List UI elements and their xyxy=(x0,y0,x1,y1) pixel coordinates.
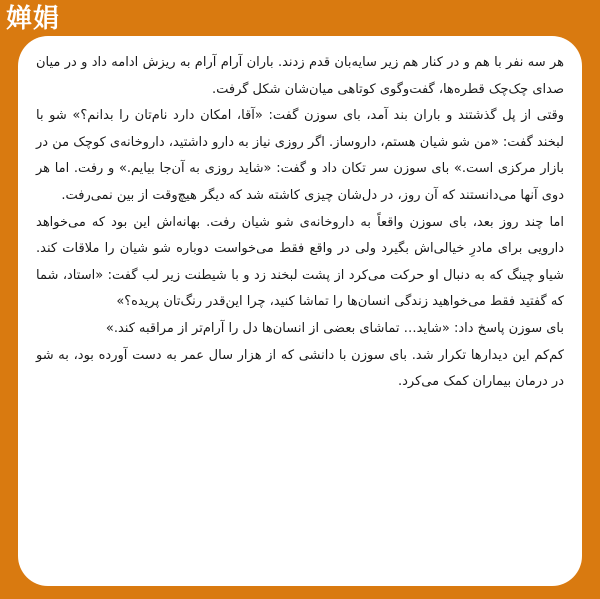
story-paragraph: بای سوزن پاسخ داد: «شاید… تماشای بعضی از انسان‌ها دل را آرام‌تر از مراقبه کند.» xyxy=(105,320,564,336)
site-logo: 婵娟 xyxy=(6,4,61,34)
story-card xyxy=(18,36,582,586)
story-paragraph: وقتی از پل گذشتند و باران بند آمد، بای سوزن گفت: «آقا، امکان دارد نام‌تان را بدانم؟» شو با لبخند گفت: «من شو شیان هستم، داروساز. اگر روزی نیاز به دارو داشتید، داروخانه‌ی کوچک من در بازار مرکزی است.» بای سوزن سر تکان داد و گفت: «شاید روزی به آن‌جا بیایم.» و رفت. اما هر دوی آنها می‌دانستند که آن روز، در دل‌شان چیزی کاشته شد که دیگر هیچ‌وقت از بین نمی‌رفت. xyxy=(36,108,564,203)
story-text xyxy=(36,50,564,396)
story-paragraph: اما چند روز بعد، بای سوزن واقعاً به داروخانه‌ی شو شیان رفت. بهانه‌اش این بود که می‌خواهد دارویی برای مادرِ خیالی‌اش بگیرد ولی در واقع فقط می‌خواست دوباره شو شیان را ملاقات کند. شیاو چینگ که به دنبال او حرکت می‌کرد از پشت لبخند زد و با شیطنت زیر لب گفت: «استاد، شما که گفتید فقط می‌خواهید زندگی انسان‌ها را تماشا کنید، چرا این‌قدر رنگ‌تان پریده؟» xyxy=(36,214,564,310)
story-paragraph: هر سه نفر با هم و در کنار هم زیر سایه‌بان قدم زدند. باران آرام آرام به ریزش ادامه داد و در میان صدای چک‌چک قطره‌ها، گفت‌وگوی کوتاهی میان‌شان شکل گرفت. xyxy=(36,55,564,97)
story-paragraph: کم‌کم این دیدارها تکرار شد. بای سوزن با دانشی که از هزار سال عمر به دست آورده بود، به شو در درمان بیماران کمک می‌کرد. xyxy=(36,347,564,390)
